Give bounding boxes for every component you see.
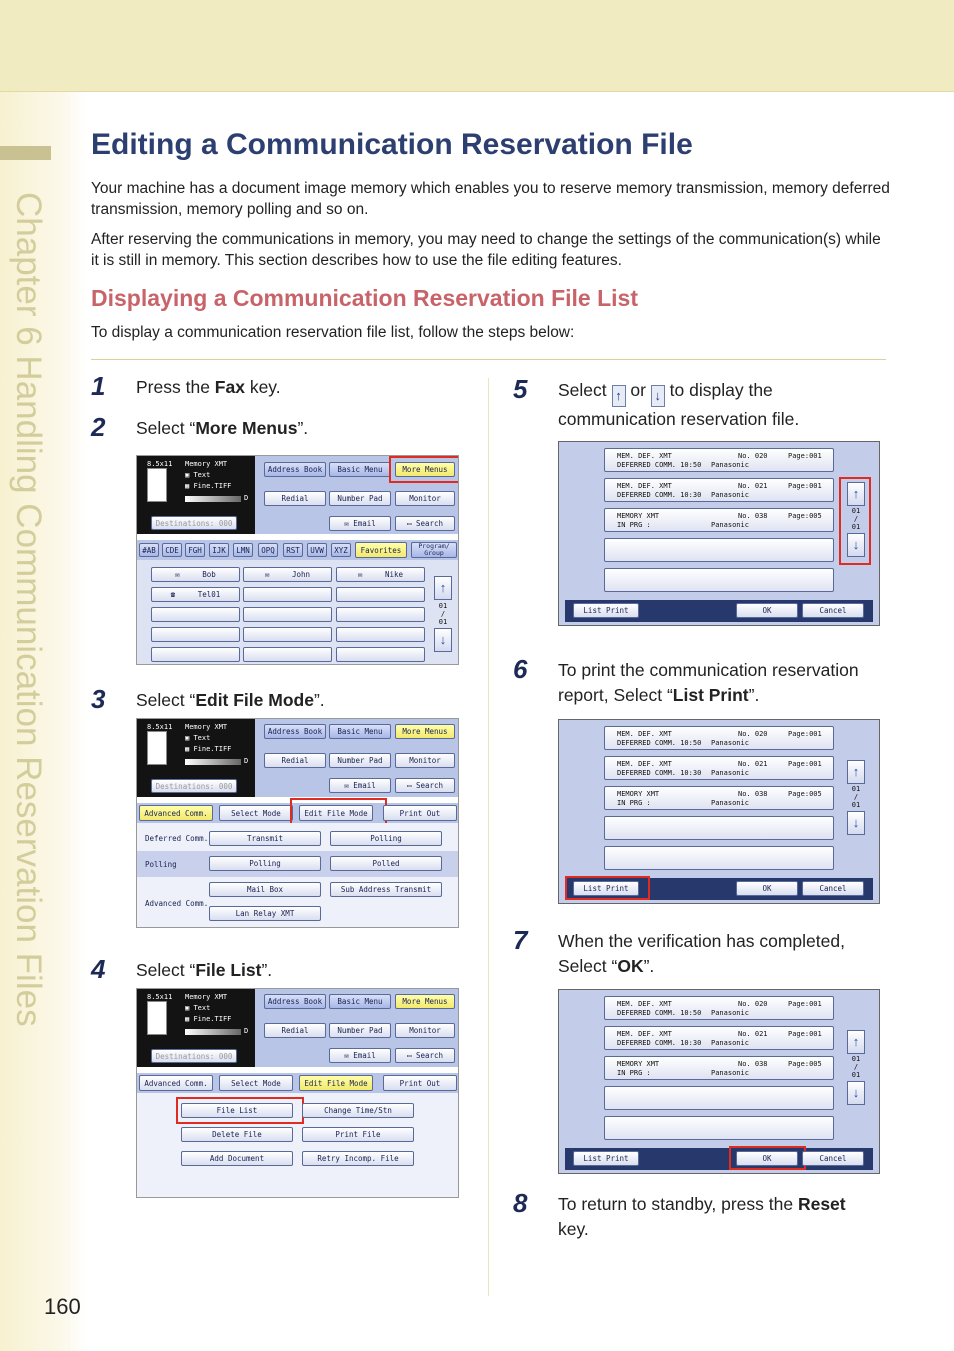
contact-empty[interactable] bbox=[243, 647, 332, 662]
contact-empty[interactable] bbox=[243, 587, 332, 602]
chapter-tab-marker bbox=[0, 146, 51, 160]
more-menus-button[interactable]: More Menus bbox=[395, 462, 455, 477]
screenshot-fax-main bbox=[136, 455, 459, 665]
section-description: To display a communication reservation file list, follow the steps below: bbox=[91, 324, 575, 341]
tab-edit-file-mode[interactable]: Edit File Mode bbox=[299, 805, 373, 821]
file-row-empty[interactable] bbox=[604, 1116, 834, 1140]
redial-button[interactable]: Redial bbox=[264, 753, 326, 768]
polling-label: Polling bbox=[145, 860, 177, 869]
tab-ijk[interactable]: IJK bbox=[209, 543, 229, 557]
redial-button[interactable]: Redial bbox=[264, 491, 326, 506]
change-time-stn-button[interactable]: Change Time/Stn bbox=[302, 1103, 414, 1118]
destinations-field[interactable]: Destinations: 000 bbox=[151, 779, 237, 793]
search-button[interactable]: ▭ Search bbox=[395, 1048, 455, 1063]
tab-rst[interactable]: RST bbox=[283, 543, 303, 557]
fax-status-box: 8.5x11 Memory XMT ▣ Text ▦ Fine.TIFF D bbox=[137, 989, 255, 1067]
scroll-up-icon[interactable]: ↑ bbox=[847, 760, 865, 784]
section-title: Displaying a Communication Reservation File List bbox=[91, 285, 639, 311]
number-pad-button[interactable]: Number Pad bbox=[329, 753, 391, 768]
intro-paragraph-1: Your machine has a document image memory which enables you to reserve memory transmission, memory deferred transmission, memory polling and so on. bbox=[91, 180, 890, 218]
step-number: 8 bbox=[513, 1188, 528, 1218]
contrast-bar bbox=[185, 759, 241, 765]
tab-lmn[interactable]: LMN bbox=[233, 543, 253, 557]
section-divider bbox=[91, 359, 886, 360]
destinations-field[interactable]: Destinations: 000 bbox=[151, 1049, 237, 1063]
fax-status-box: 8.5x11 Memory XMT ▣ Text ▦ Fine.TIFF D bbox=[137, 456, 255, 534]
add-document-button[interactable]: Add Document bbox=[181, 1151, 293, 1166]
monitor-button[interactable]: Monitor bbox=[395, 753, 455, 768]
basic-menu-button[interactable]: Basic Menu bbox=[329, 994, 391, 1009]
number-pad-button[interactable]: Number Pad bbox=[329, 1023, 391, 1038]
step-text: To print the communication reservation report, Select “List Print”. bbox=[558, 660, 859, 705]
down-arrow-icon: ↓ bbox=[651, 385, 665, 407]
scroll-up-icon[interactable]: ↑ bbox=[847, 482, 865, 506]
file-row-empty[interactable] bbox=[604, 538, 834, 562]
tab-advanced-comm[interactable]: Advanced Comm. bbox=[139, 805, 213, 821]
column-divider bbox=[488, 378, 489, 1296]
highlight-ok bbox=[729, 1146, 806, 1170]
contact-nike[interactable]: ✉ Nike bbox=[336, 567, 425, 582]
search-button[interactable]: ▭ Search bbox=[395, 778, 455, 793]
page-indicator: 01 / 01 bbox=[851, 785, 861, 809]
basic-menu-button[interactable]: Basic Menu bbox=[329, 724, 391, 739]
tab-select-mode[interactable]: Select Mode bbox=[219, 1075, 293, 1091]
file-row-empty[interactable] bbox=[604, 568, 834, 592]
contact-empty[interactable] bbox=[151, 647, 240, 662]
address-book-button[interactable]: Address Book bbox=[264, 994, 326, 1009]
file-row-2[interactable]: MEM. DEF. XMT DEFERRED COMM. 10:30 No. 021 Panasonic Page:001 bbox=[604, 478, 834, 502]
email-button[interactable]: ✉ Email bbox=[329, 1048, 391, 1063]
page-indicator: 01 / 01 bbox=[851, 507, 861, 531]
search-button[interactable]: ▭ Search bbox=[395, 516, 455, 531]
scroll-down-icon[interactable]: ↓ bbox=[434, 628, 452, 652]
tab-uvw[interactable]: UVW bbox=[307, 543, 327, 557]
file-row-2[interactable]: MEM. DEF. XMT DEFERRED COMM. 10:30 No. 021 Panasonic Page:001 bbox=[604, 756, 834, 780]
highlight-scroll-arrows bbox=[839, 477, 871, 565]
print-file-button[interactable]: Print File bbox=[302, 1127, 414, 1142]
polling-button[interactable]: Polling bbox=[209, 856, 321, 871]
basic-menu-button[interactable]: Basic Menu bbox=[329, 462, 391, 477]
contact-tel01[interactable]: ☎ Tel01 bbox=[151, 587, 240, 602]
page-title: Editing a Communication Reservation File bbox=[91, 128, 693, 161]
redial-button[interactable]: Redial bbox=[264, 1023, 326, 1038]
contact-empty[interactable] bbox=[243, 627, 332, 642]
chapter-label: Chapter 6 Handling Communication Reservation Files bbox=[9, 192, 48, 1027]
list-print-button[interactable]: List Print bbox=[573, 603, 639, 618]
deferred-comm-label: Deferred Comm. bbox=[145, 834, 209, 843]
ok-button[interactable]: OK bbox=[736, 1151, 798, 1166]
file-row-3[interactable]: MEMORY XMT IN PRG : No. 038 Panasonic Page:005 bbox=[604, 786, 834, 810]
mail-box-button[interactable]: Mail Box bbox=[209, 882, 321, 897]
file-row-3[interactable]: MEMORY XMT IN PRG : No. 038 Panasonic Page:005 bbox=[604, 1056, 834, 1080]
screenshot-ok bbox=[558, 989, 880, 1174]
scroll-up-icon[interactable]: ↑ bbox=[434, 576, 452, 600]
tab-ab[interactable]: #AB bbox=[139, 543, 159, 557]
step-text: Select “File List”. bbox=[136, 960, 273, 980]
step-number: 2 bbox=[91, 412, 106, 442]
screenshot-more-menus bbox=[136, 718, 459, 928]
tab-edit-file-mode[interactable]: Edit File Mode bbox=[299, 1075, 373, 1091]
scroll-down-icon[interactable]: ↓ bbox=[847, 533, 865, 557]
step-number: 3 bbox=[91, 684, 106, 714]
tab-program-group[interactable]: Program/ Group bbox=[411, 542, 457, 558]
page-indicator: 01 / 01 bbox=[438, 602, 448, 626]
destinations-field[interactable]: Destinations: 000 bbox=[151, 516, 237, 530]
contact-empty[interactable] bbox=[151, 627, 240, 642]
transmit-button[interactable]: Transmit bbox=[209, 831, 321, 846]
scroll-down-icon[interactable]: ↓ bbox=[847, 1081, 865, 1105]
step-text: Select “More Menus”. bbox=[136, 418, 309, 438]
more-menus-button[interactable]: More Menus bbox=[395, 994, 455, 1009]
tab-print-out[interactable]: Print Out bbox=[383, 805, 457, 821]
document-icon bbox=[147, 468, 167, 502]
step-text: Select ↑ or ↓ to display the communication reservation file. bbox=[558, 380, 800, 429]
number-pad-button[interactable]: Number Pad bbox=[329, 491, 391, 506]
top-band bbox=[0, 0, 954, 92]
ok-button[interactable]: OK bbox=[736, 881, 798, 896]
file-row-3[interactable]: MEMORY XMT IN PRG : No. 038 Panasonic Page:005 bbox=[604, 508, 834, 532]
tab-favorites[interactable]: Favorites bbox=[355, 542, 407, 558]
tab-advanced-comm[interactable]: Advanced Comm. bbox=[139, 1075, 213, 1091]
contrast-bar bbox=[185, 496, 241, 502]
more-menus-button[interactable]: More Menus bbox=[395, 724, 455, 739]
contact-empty[interactable] bbox=[336, 647, 425, 662]
contact-empty[interactable] bbox=[243, 607, 332, 622]
list-print-button[interactable]: List Print bbox=[573, 1151, 639, 1166]
file-row-1[interactable]: MEM. DEF. XMT DEFERRED COMM. 10:50 No. 020 Panasonic Page:001 bbox=[604, 996, 834, 1020]
screenshot-edit-file-mode bbox=[136, 988, 459, 1198]
address-book-button[interactable]: Address Book bbox=[264, 462, 326, 477]
file-row-empty[interactable] bbox=[604, 1086, 834, 1110]
scroll-down-icon[interactable]: ↓ bbox=[847, 811, 865, 835]
file-row-empty[interactable] bbox=[604, 846, 834, 870]
contact-empty[interactable] bbox=[151, 607, 240, 622]
contact-empty[interactable] bbox=[336, 627, 425, 642]
contact-bob[interactable]: ✉ Bob bbox=[151, 567, 240, 582]
monitor-button[interactable]: Monitor bbox=[395, 491, 455, 506]
deferred-polling-button[interactable]: Polling bbox=[330, 831, 442, 846]
step-number: 1 bbox=[91, 371, 106, 401]
file-row-empty[interactable] bbox=[604, 816, 834, 840]
scroll-up-icon[interactable]: ↑ bbox=[847, 1030, 865, 1054]
advanced-comm-label: Advanced Comm. bbox=[145, 899, 209, 908]
document-icon bbox=[147, 731, 167, 765]
email-button[interactable]: ✉ Email bbox=[329, 516, 391, 531]
highlight-list-print bbox=[565, 876, 650, 900]
tab-xyz[interactable]: XYZ bbox=[331, 543, 351, 557]
file-row-2[interactable]: MEM. DEF. XMT DEFERRED COMM. 10:30 No. 021 Panasonic Page:001 bbox=[604, 1026, 834, 1050]
tab-select-mode[interactable]: Select Mode bbox=[219, 805, 293, 821]
cancel-button[interactable]: Cancel bbox=[802, 1151, 864, 1166]
file-row-1[interactable]: MEM. DEF. XMT DEFERRED COMM. 10:50 No. 020 Panasonic Page:001 bbox=[604, 448, 834, 472]
step-text: To return to standby, press the Reset key. bbox=[558, 1194, 846, 1239]
intro-paragraph-2: After reserving the communications in memory, you may need to change the settings of the communication(s) while it is still in memory. This section describes how to use the file editing features. bbox=[91, 231, 881, 269]
page-indicator: 01 / 01 bbox=[851, 1055, 861, 1079]
fax-status-box: 8.5x11 Memory XMT ▣ Text ▦ Fine.TIFF D bbox=[137, 719, 255, 797]
address-book-button[interactable]: Address Book bbox=[264, 724, 326, 739]
up-arrow-icon: ↑ bbox=[612, 385, 626, 407]
step-text: Press the Fax key. bbox=[136, 377, 281, 397]
sub-address-transmit-button[interactable]: Sub Address Transmit bbox=[330, 882, 442, 897]
page-number: 160 bbox=[44, 1294, 81, 1319]
step-number: 5 bbox=[513, 374, 528, 404]
file-row-1[interactable]: MEM. DEF. XMT DEFERRED COMM. 10:50 No. 020 Panasonic Page:001 bbox=[604, 726, 834, 750]
highlight-more-menus bbox=[389, 456, 459, 483]
cancel-button[interactable]: Cancel bbox=[802, 881, 864, 896]
step-text: Select “Edit File Mode”. bbox=[136, 690, 325, 710]
polled-button[interactable]: Polled bbox=[330, 856, 442, 871]
contact-empty[interactable] bbox=[336, 587, 425, 602]
retry-incomp-file-button[interactable]: Retry Incomp. File bbox=[302, 1151, 414, 1166]
screenshot-file-list-scroll bbox=[558, 441, 880, 626]
step-text: When the verification has completed, Select “OK”. bbox=[558, 931, 845, 976]
monitor-button[interactable]: Monitor bbox=[395, 1023, 455, 1038]
contact-john[interactable]: ✉ John bbox=[243, 567, 332, 582]
step-number: 4 bbox=[91, 954, 106, 984]
step-number: 6 bbox=[513, 654, 528, 684]
document-icon bbox=[147, 1001, 167, 1035]
tab-opq[interactable]: OPQ bbox=[258, 543, 278, 557]
tab-cde[interactable]: CDE bbox=[162, 543, 182, 557]
tab-print-out[interactable]: Print Out bbox=[383, 1075, 457, 1091]
ok-button[interactable]: OK bbox=[736, 603, 798, 618]
file-list-button[interactable]: File List bbox=[181, 1103, 293, 1118]
tab-fgh[interactable]: FGH bbox=[185, 543, 205, 557]
contrast-bar bbox=[185, 1029, 241, 1035]
screenshot-list-print bbox=[558, 719, 880, 904]
highlight-file-list bbox=[176, 1097, 304, 1124]
lan-relay-xmt-button[interactable]: Lan Relay XMT bbox=[209, 906, 321, 921]
list-print-button[interactable]: List Print bbox=[573, 881, 639, 896]
contact-empty[interactable] bbox=[336, 607, 425, 622]
step-number: 7 bbox=[513, 925, 528, 955]
email-button[interactable]: ✉ Email bbox=[329, 778, 391, 793]
cancel-button[interactable]: Cancel bbox=[802, 603, 864, 618]
delete-file-button[interactable]: Delete File bbox=[181, 1127, 293, 1142]
